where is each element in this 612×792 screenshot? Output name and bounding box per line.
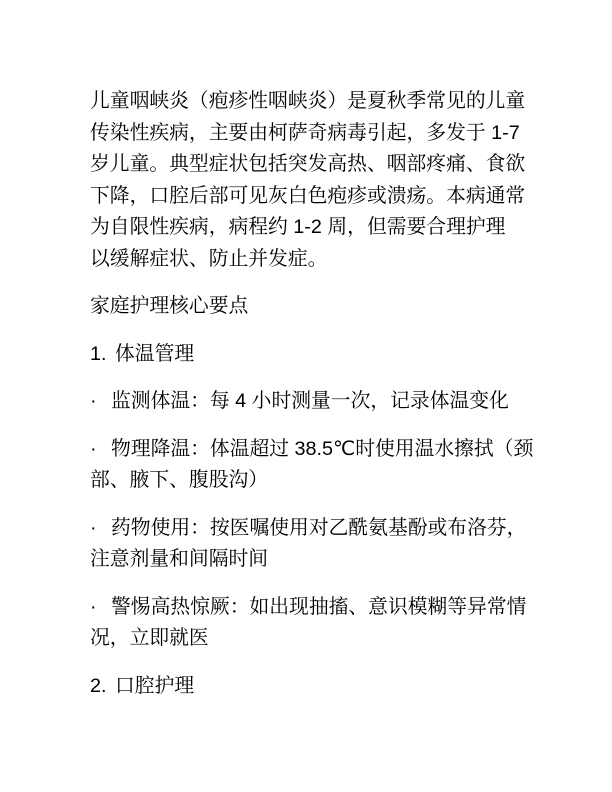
care-heading — [90, 291, 565, 323]
intro-line-2: 传染性疾病，主要由柯萨奇病毒引起，多发于 1-7 — [90, 121, 520, 144]
care-heading-text: 家庭护理核心要点 — [90, 295, 249, 317]
bullet-text-continued: 况，立即就医 — [90, 627, 209, 649]
section-title: 体温管理 — [115, 342, 195, 365]
intro-paragraph — [90, 86, 565, 275]
intro-line-5: 为自限性疾病，病程约 1-2 周，但需要合理护理 — [90, 216, 506, 238]
section-heading-oral-care — [90, 671, 565, 703]
bullet-febrile-seizure-warning — [90, 592, 565, 655]
bullet-text: 警惕高热惊厥：如出现抽搐、意识模糊等异常情 — [111, 595, 527, 618]
section-number: 2. — [90, 674, 107, 697]
section-number: 1. — [90, 342, 107, 365]
bullet-text-continued: 注意剂量和间隔时间 — [90, 548, 269, 570]
bullet-physical-cooling — [90, 434, 565, 497]
bullet-text: 监测体温：每 4 小时测量一次，记录体温变化 — [111, 390, 509, 412]
bullet-text-continued: 部、腋下、腹股沟） — [90, 469, 269, 491]
bullet-text: 物理降温：体温超过 38.5℃时使用温水擦拭（颈 — [111, 437, 534, 460]
section-title: 口腔护理 — [115, 674, 195, 697]
document-page — [90, 86, 565, 718]
intro-line-1: 儿童咽峡炎（疱疹性咽峡炎）是夏秋季常见的儿童 — [90, 90, 526, 112]
intro-line-6: 以缓解症状、防止并发症。 — [90, 247, 328, 270]
bullet-dot-icon: · — [90, 390, 97, 412]
bullet-dot-icon: · — [90, 595, 97, 618]
bullet-text: 药物使用：按医嘱使用对乙酰氨基酚或布洛芬， — [111, 516, 527, 539]
bullet-monitor-temperature — [90, 386, 565, 418]
bullet-medication-use — [90, 513, 565, 576]
intro-line-4: 下降，口腔后部可见灰白色疱疹或溃疡。本病通常 — [90, 184, 526, 207]
bullet-dot-icon: · — [90, 516, 97, 539]
section-heading-temperature — [90, 339, 565, 371]
intro-line-3: 岁儿童。典型症状包括突发高热、咽部疼痛、食欲 — [90, 153, 526, 175]
bullet-dot-icon: · — [90, 437, 97, 460]
